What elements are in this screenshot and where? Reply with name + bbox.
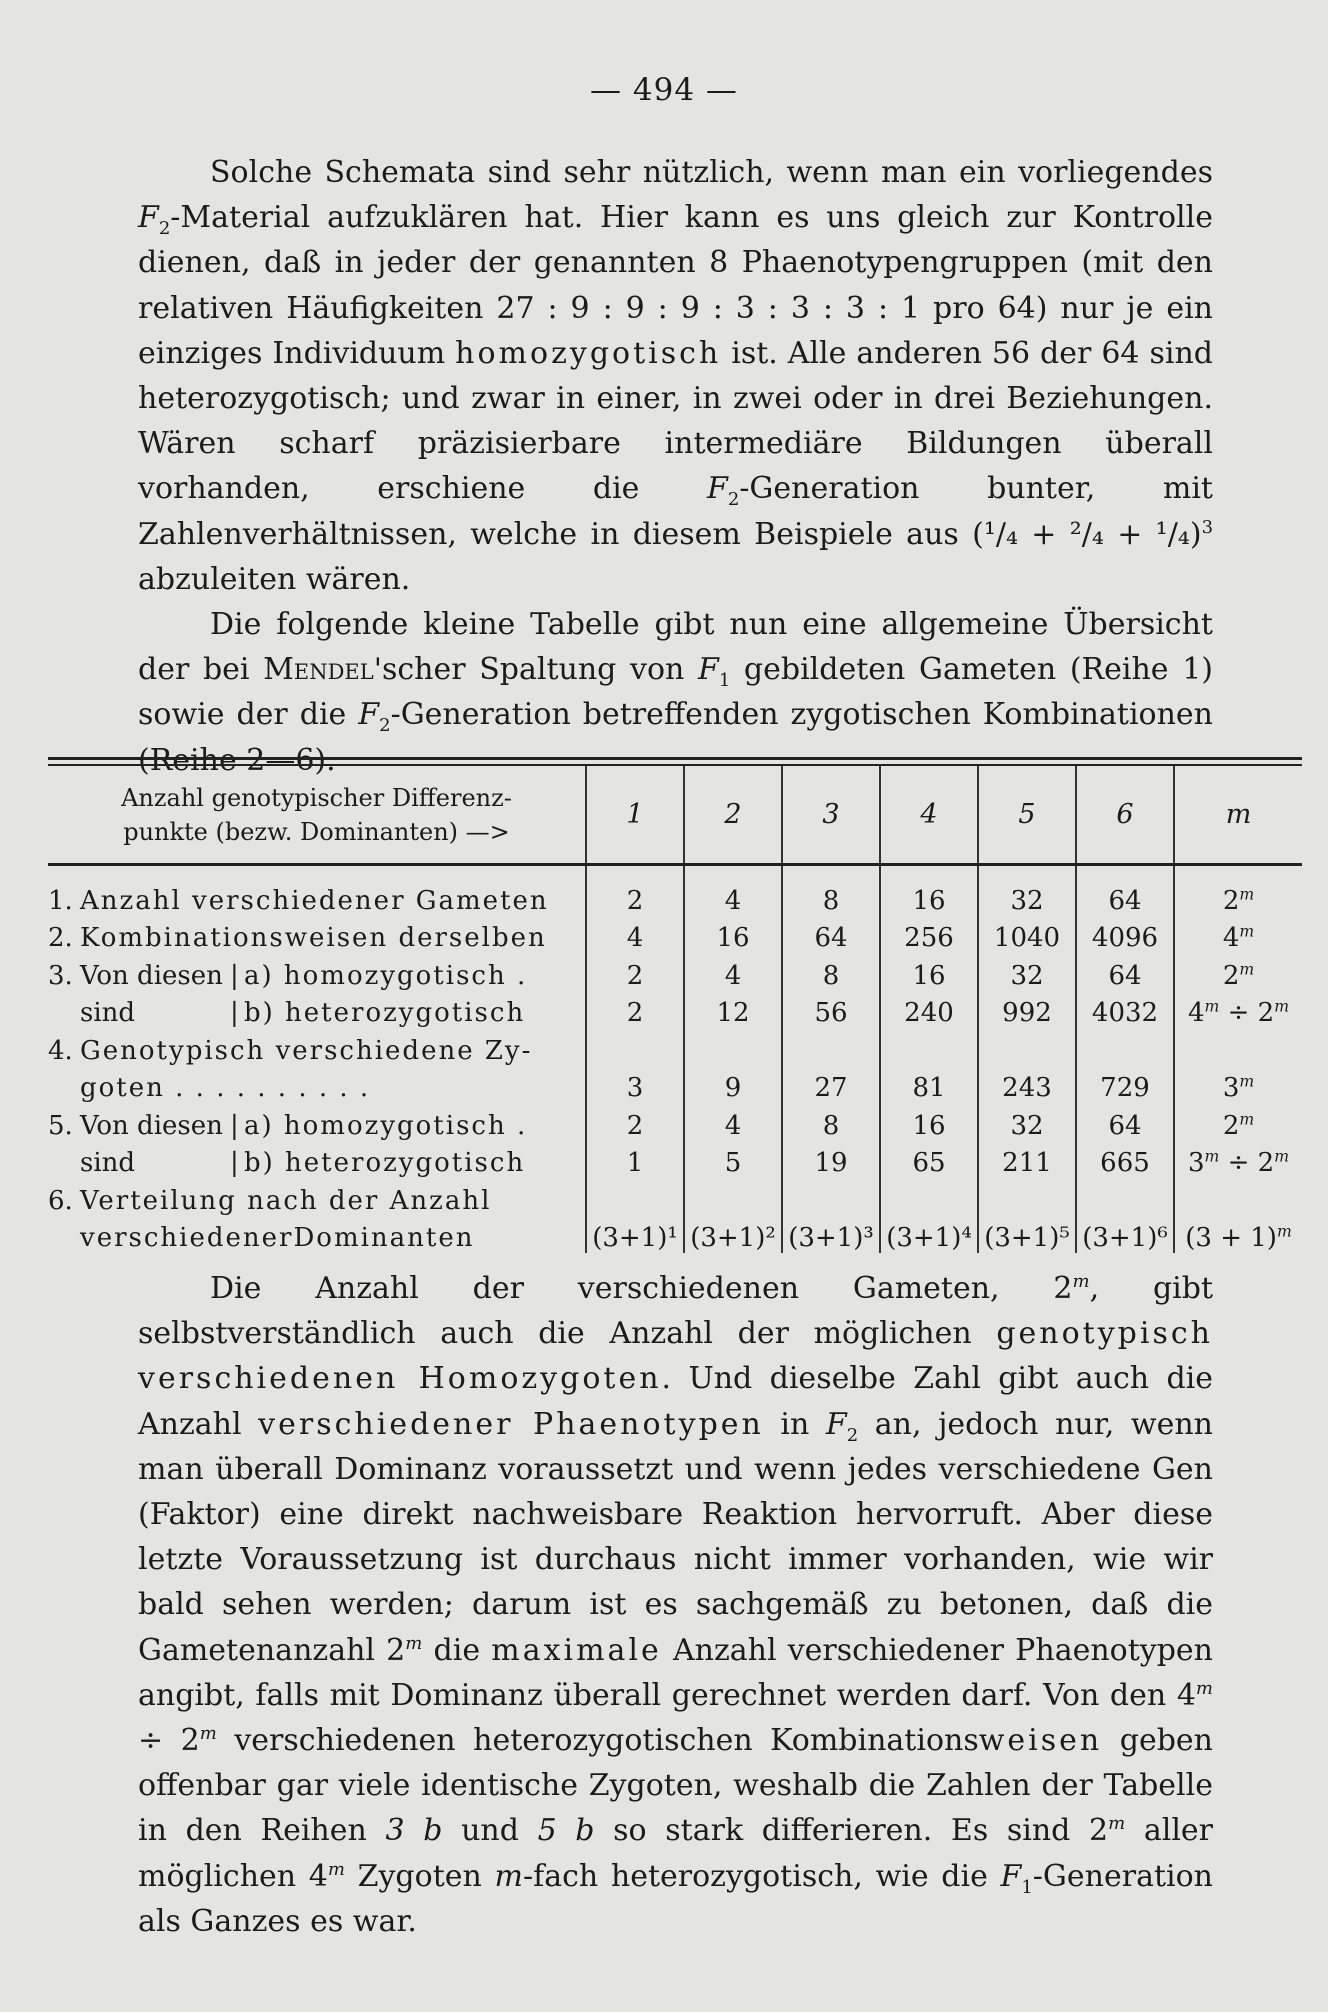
- table-cell: (3+1)⁶: [1076, 1216, 1174, 1254]
- page-number: — 494 —: [590, 72, 738, 108]
- row-label: sind | b) heterozygotisch: [80, 1148, 526, 1178]
- table-cell: (3+1)³: [782, 1216, 880, 1254]
- row-label: 1. Anzahl verschiedener Gameten: [48, 885, 549, 916]
- row-label: 4. Genotypisch verschiedene Zy-: [48, 1035, 533, 1066]
- paragraph-schemata: Solche Schemata sind sehr nützlich, wenn man ein vorliegendes $F_2$-Material aufzuklären hat. Hier kann es uns gleich zur Kontrolle dienen, daß in jeder der genannten 8 Phaenotypengruppen (mit den relativen Häufigkeiten 27 : 9 : 9 : 9 : 3 : 3 : 3 : 1 pro 64) nur je ein einziges Individuum homozygotisch ist. Alle anderen 56 der 64 sind heterozygotisch; und zwar in einer, in zwei oder in drei Beziehungen. Wären scharf präzisierbare intermediäre Bildungen überall vorhanden, erschiene die $F_2$-Generation bunter, mit Zahlenverhältnissen, welche in diesem Beispiele aus $(^1/_4 + ^2/_4 + ^1/_4)^3$ abzuleiten wären.: [138, 155, 1214, 597]
- table-row: [48, 865, 1302, 916]
- table-cell: [880, 1028, 978, 1066]
- table-cell: [586, 1028, 684, 1066]
- table-cell: [782, 1028, 880, 1066]
- table-cell: [978, 1028, 1076, 1066]
- table-cell: 3: [586, 1066, 684, 1104]
- table-cell: 2$^m$: [1174, 1103, 1302, 1141]
- row-label: 3. Von diesen | a) homozygotisch .: [48, 960, 528, 991]
- row-label: 5. Von diesen | a) homozygotisch .: [48, 1110, 528, 1141]
- table-cell: [684, 1028, 782, 1066]
- table-cell: [782, 1178, 880, 1216]
- table-cell: 32: [978, 1103, 1076, 1141]
- table-row: [48, 1066, 1302, 1104]
- table-row: [48, 991, 1302, 1029]
- table-cell: 16: [880, 953, 978, 991]
- table-cell: 211: [978, 1141, 1076, 1179]
- table-cell: 4: [684, 953, 782, 991]
- table-cell: 240: [880, 991, 978, 1029]
- table-cell: [1076, 1178, 1174, 1216]
- table-cell: 4: [586, 916, 684, 954]
- table-cell: [1174, 1178, 1302, 1216]
- table-cell: 2: [586, 953, 684, 991]
- table-row: [48, 1178, 1302, 1216]
- brace-mark: |: [230, 1110, 241, 1141]
- table-cell: 1: [586, 1141, 684, 1179]
- table-row: [48, 1103, 1302, 1141]
- table-cell: 8: [782, 865, 880, 916]
- table-row: [48, 1216, 1302, 1254]
- row-label: 2. Kombinationsweisen derselben: [48, 923, 547, 953]
- table-cell: 1040: [978, 916, 1076, 954]
- column-header: 2: [684, 766, 782, 865]
- row-label: 6. Verteilung nach der Anzahl: [48, 1185, 492, 1216]
- outro-text: [138, 1266, 1213, 1944]
- table-cell: 8: [782, 1103, 880, 1141]
- brace-mark: |: [230, 960, 241, 991]
- column-header: 4: [880, 766, 978, 865]
- table-cell: 16: [880, 1103, 978, 1141]
- table-cell: 64: [1076, 953, 1174, 991]
- table-cell: 16: [880, 865, 978, 916]
- table-cell: 4$^m$: [1174, 916, 1302, 954]
- table-cell: [586, 1178, 684, 1216]
- table-cell: 32: [978, 953, 1076, 991]
- table-cell: $4^m \div 2^m$: [1174, 991, 1302, 1029]
- column-header: m: [1174, 766, 1302, 865]
- table-cell: (3+1)²: [684, 1216, 782, 1254]
- table-row: [48, 916, 1302, 954]
- table-row: [48, 1028, 1302, 1066]
- table-cell: 2: [586, 865, 684, 916]
- table-cell: 2$^m$: [1174, 953, 1302, 991]
- table-cell: 992: [978, 991, 1076, 1029]
- table-cell: 64: [1076, 865, 1174, 916]
- table-cell: 8: [782, 953, 880, 991]
- table-cell: 19: [782, 1141, 880, 1179]
- table-cell: [1076, 1028, 1174, 1066]
- table-cell: [978, 1178, 1076, 1216]
- table-cell: [880, 1178, 978, 1216]
- table-row: [48, 953, 1302, 991]
- paragraph-gameten: Die Anzahl der verschiedenen Gameten, 2$^m$, gibt selbstverständlich auch die Anzahl der möglichen genotypisch verschiedenen Homozygoten. Und dieselbe Zahl gibt auch die Anzahl verschiedener Phaenotypen in $F_2$ an, jedoch nur, wenn man überall Dominanz voraussetzt und wenn jedes verschiedene Gen (Faktor) eine direkt nachweisbare Reaktion hervorruft. Aber diese letzte Voraussetzung ist durchaus nicht immer vorhanden, wie wir bald sehen werden; darum ist es sachgemäß zu betonen, daß die Gametenanzahl 2$^m$ die maximale Anzahl verschiedener Phaenotypen angibt, falls mit Dominanz überall gerechnet werden darf. Von den $4^m \div 2^m$ verschiedenen heterozygotischen Kombinationsweisen geben offenbar gar viele identische Zygoten, weshalb die Zahlen der Tabelle in den Reihen 3 b und 5 b so stark differieren. Es sind 2$^m$ aller möglichen 4$^m$ Zygoten m-fach heterozygotisch, wie die $F_1$-Generation als Ganzes es war.: [138, 1271, 1214, 1939]
- table-header-row: [48, 766, 1302, 865]
- table-cell: 243: [978, 1066, 1076, 1104]
- table-cell: 4096: [1076, 916, 1174, 954]
- table-cell: 256: [880, 916, 978, 954]
- column-header: 6: [1076, 766, 1174, 865]
- table-cell: 32: [978, 865, 1076, 916]
- table-cell: 56: [782, 991, 880, 1029]
- table-cell: 4: [684, 1103, 782, 1141]
- table-cell: $3^m \div 2^m$: [1174, 1141, 1302, 1179]
- paragraph-tabelle: Die folgende kleine Tabelle gibt nun eine allgemeine Übersicht der bei Mendel'scher Spaltung von $F_1$ gebildeten Gameten (Reihe 1) sowie der die $F_2$-Generation betreffenden zygotischen Kombinationen (Reihe 2—6).: [138, 607, 1213, 778]
- row-label: sind | b) heterozygotisch: [80, 998, 526, 1028]
- table-cell: 4: [684, 865, 782, 916]
- table-cell: [684, 1178, 782, 1216]
- table-cell: 665: [1076, 1141, 1174, 1179]
- table-cell: $(3 + 1)^m$: [1174, 1216, 1302, 1254]
- table-cell: 2: [586, 1103, 684, 1141]
- column-header: 1: [586, 766, 684, 865]
- table-cell: 5: [684, 1141, 782, 1179]
- genotype-table: [48, 757, 1302, 1253]
- table-cell: 27: [782, 1066, 880, 1104]
- header-label: Anzahl genotypischer Differenz- punkte (bezw. Dominanten) —>: [48, 766, 586, 865]
- author-name: Mendel: [263, 652, 374, 688]
- intro-text: [138, 150, 1213, 783]
- table-cell: 4032: [1076, 991, 1174, 1029]
- column-header: 3: [782, 766, 880, 865]
- table-cell: (3+1)⁴: [880, 1216, 978, 1254]
- table-cell: 81: [880, 1066, 978, 1104]
- table-cell: 65: [880, 1141, 978, 1179]
- table-cell: 2: [586, 991, 684, 1029]
- table-cell: 9: [684, 1066, 782, 1104]
- table-cell: 3$^m$: [1174, 1066, 1302, 1104]
- table-cell: 729: [1076, 1066, 1174, 1104]
- brace-mark: |: [230, 998, 241, 1028]
- table-row: [48, 1141, 1302, 1179]
- column-header: 5: [978, 766, 1076, 865]
- brace-mark: |: [230, 1148, 241, 1178]
- table-cell: (3+1)¹: [586, 1216, 684, 1254]
- table-cell: 16: [684, 916, 782, 954]
- row-label: goten . . . . . . . . . .: [80, 1073, 371, 1103]
- table: [48, 766, 1302, 1253]
- table-cell: 12: [684, 991, 782, 1029]
- table-cell: 64: [1076, 1103, 1174, 1141]
- table-top-rule: [48, 757, 1302, 766]
- row-label: verschiedenerDominanten: [80, 1223, 475, 1253]
- table-cell: 2$^m$: [1174, 865, 1302, 916]
- table-body: [48, 865, 1302, 1254]
- table-cell: 64: [782, 916, 880, 954]
- table-cell: [1174, 1028, 1302, 1066]
- table-cell: (3+1)⁵: [978, 1216, 1076, 1254]
